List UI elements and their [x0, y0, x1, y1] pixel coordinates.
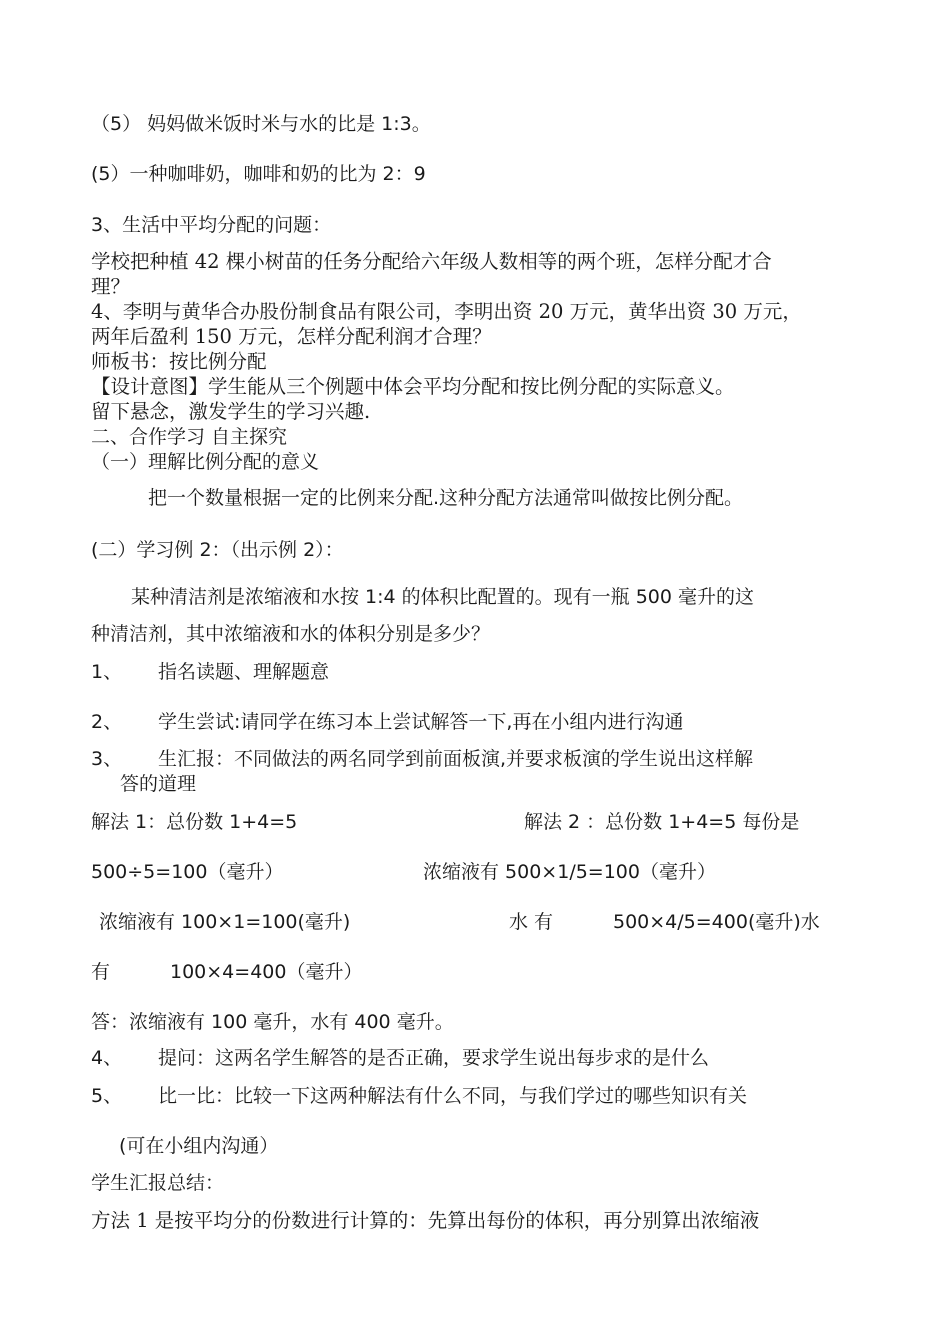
list-item: 指名读题、理解题意 — [158, 661, 330, 683]
list-number: 1、 — [91, 661, 123, 683]
text-line: 理？ — [91, 275, 131, 298]
solution-1-line: 解法 1：总份数 1+4=5 — [91, 811, 298, 833]
list-item-continuation: 答的道理 — [120, 773, 197, 795]
section-heading: （一）理解比例分配的意义 — [91, 451, 320, 473]
solution-2-line: 水 有 — [509, 911, 554, 933]
list-number: 4、 — [91, 1047, 123, 1069]
text-line: (5）一种咖啡奶，咖啡和奶的比为 2：9 — [91, 163, 426, 185]
list-number: 5、 — [91, 1085, 123, 1107]
list-item: 生汇报：不同做法的两名同学到前面板演,并要求板演的学生说出这样解 — [158, 748, 754, 770]
text-line: 方法 1 是按平均分的份数进行计算的：先算出每份的体积，再分别算出浓缩液 — [91, 1209, 760, 1232]
text-line: （5） 妈妈做米饭时米与水的比是 1:3。 — [91, 113, 431, 135]
list-number: 2、 — [91, 711, 123, 733]
list-number: 3、 — [91, 748, 123, 770]
text-line: 学生汇报总结： — [91, 1172, 225, 1194]
solution-2-line: 有 — [91, 961, 111, 983]
text-line: 两年后盈利 150 万元，怎样分配利润才合理？ — [91, 325, 492, 348]
solution-1-line: 500÷5=100（毫升） — [91, 861, 284, 883]
section-heading: 3、生活中平均分配的问题： — [91, 214, 332, 236]
text-line: 某种清洁剂是浓缩液和水按 1:4 的体积比配置的。现有一瓶 500 毫升的这 — [131, 586, 755, 608]
section-heading: 二、合作学习 自主探究 — [91, 426, 288, 448]
text-line: 4、李明与黄华合办股份制食品有限公司，李明出资 20 万元，黄华出资 30 万元， — [91, 300, 802, 323]
list-item: 提问：这两名学生解答的是否正确，要求学生说出每步求的是什么 — [158, 1047, 710, 1069]
solution-2-line: 浓缩液有 500×1/5=100（毫升） — [423, 861, 716, 883]
text-line: 【设计意图】学生能从三个例题中体会平均分配和按比例分配的实际意义。 — [91, 375, 735, 398]
answer-line: 答：浓缩液有 100 毫升，水有 400 毫升。 — [91, 1011, 454, 1033]
text-line: 把一个数量根据一定的比例来分配.这种分配方法通常叫做按比例分配。 — [148, 487, 744, 509]
text-line: 留下悬念，激发学生的学习兴趣. — [91, 400, 371, 423]
list-item: 比一比：比较一下这两种解法有什么不同，与我们学过的哪些知识有关 — [158, 1085, 748, 1107]
solution-2-line: 解法 2 ：总份数 1+4=5 每份是 — [524, 811, 800, 833]
solution-2-line: 500×4/5=400(毫升)水 — [613, 911, 820, 933]
text-line: (可在小组内沟通） — [119, 1135, 279, 1157]
text-line: 师板书：按比例分配 — [91, 350, 267, 373]
list-item: 学生尝试:请同学在练习本上尝试解答一下,再在小组内进行沟通 — [158, 711, 684, 733]
solution-1-line: 浓缩液有 100×1=100(毫升) — [99, 911, 351, 933]
solution-1-line: 100×4=400（毫升） — [170, 961, 363, 983]
text-line: 种清洁剂，其中浓缩液和水的体积分别是多少？ — [91, 623, 491, 645]
section-heading: (二）学习例 2：（出示例 2）： — [91, 539, 344, 561]
text-line: 学校把种植 42 棵小树苗的任务分配给六年级人数相等的两个班，怎样分配才合 — [91, 250, 772, 273]
